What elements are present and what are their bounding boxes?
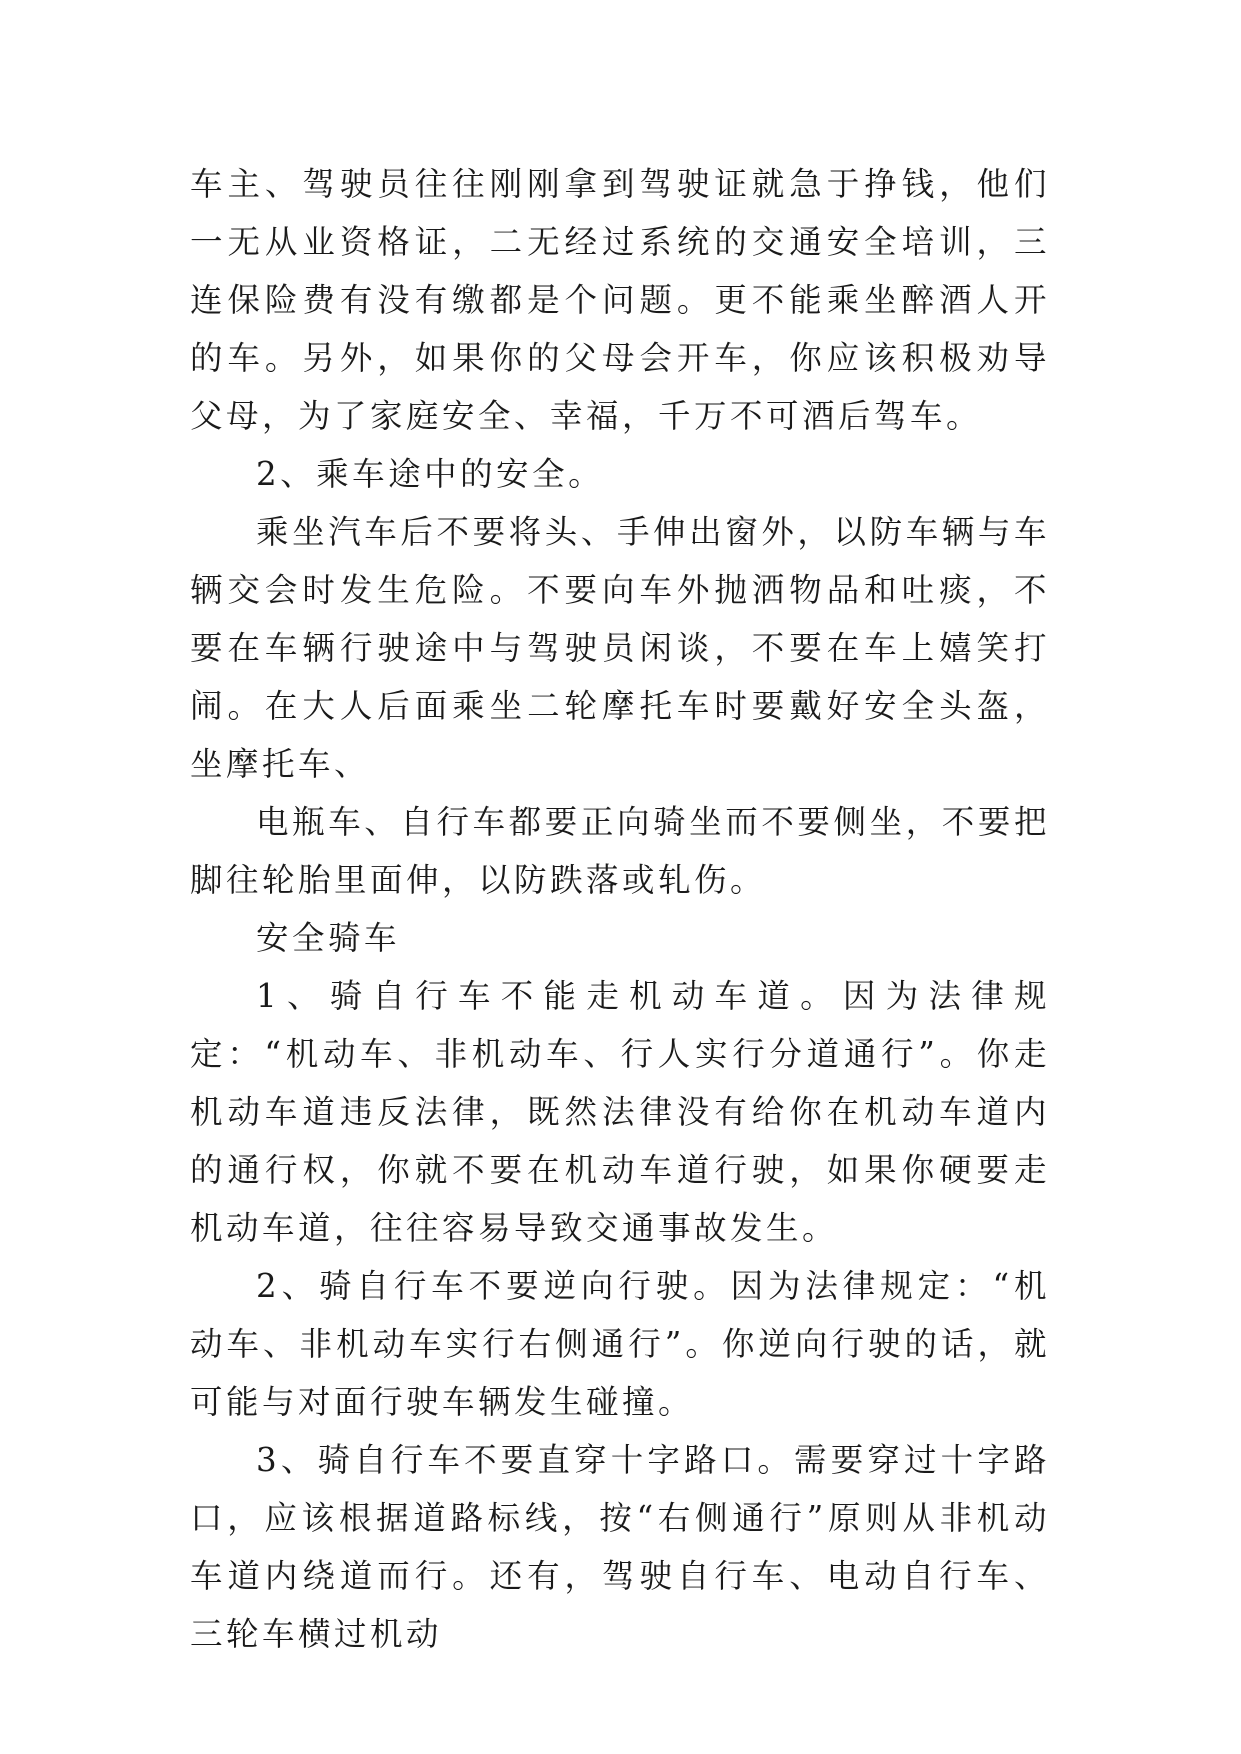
paragraph-3: 乘坐汽车后不要将头、手伸出窗外，以防车辆与车辆交会时发生危险。不要向车外抛洒物品和吐痰，不要在车辆行驶途中与驾驶员闲谈，不要在车上嬉笑打闹。在大人后面乘坐二轮摩托车时要戴好安全头盔，坐摩托车、 bbox=[190, 513, 1050, 783]
paragraph-6: 2、骑自行车不要逆向行驶。因为法律规定：“机动车、非机动车实行右侧通行”。你逆向行驶的话，就可能与对面行驶车辆发生碰撞。 bbox=[190, 1267, 1050, 1421]
paragraph-7: 3、骑自行车不要直穿十字路口。需要穿过十字路口，应该根据道路标线，按“右侧通行”原则从非机动车道内绕道而行。还有，驾驶自行车、电动自行车、三轮车横过机动 bbox=[190, 1441, 1050, 1653]
section-heading-safe-cycling: 安全骑车 bbox=[256, 919, 401, 957]
paragraph-4: 电瓶车、自行车都要正向骑坐而不要侧坐，不要把脚往轮胎里面伸，以防跌落或轧伤。 bbox=[190, 803, 1050, 899]
paragraph-2: 2、乘车途中的安全。 bbox=[256, 455, 605, 493]
paragraph-1: 车主、驾驶员往往刚刚拿到驾驶证就急于挣钱，他们一无从业资格证，二无经过系统的交通安全培训，三连保险费有没有缴都是个问题。更不能乘坐醉酒人开的车。另外，如果你的父母会开车，你应该积极劝导父母，为了家庭安全、幸福，千万不可酒后驾车。 bbox=[190, 165, 1050, 435]
document-body bbox=[190, 155, 1050, 1663]
paragraph-5: 1、骑自行车不能走机动车道。因为法律规定：“机动车、非机动车、行人实行分道通行”。你走机动车道违反法律，既然法律没有给你在机动车道内的通行权，你就不要在机动车道行驶，如果你硬要走机动车道，往往容易导致交通事故发生。 bbox=[190, 977, 1050, 1247]
